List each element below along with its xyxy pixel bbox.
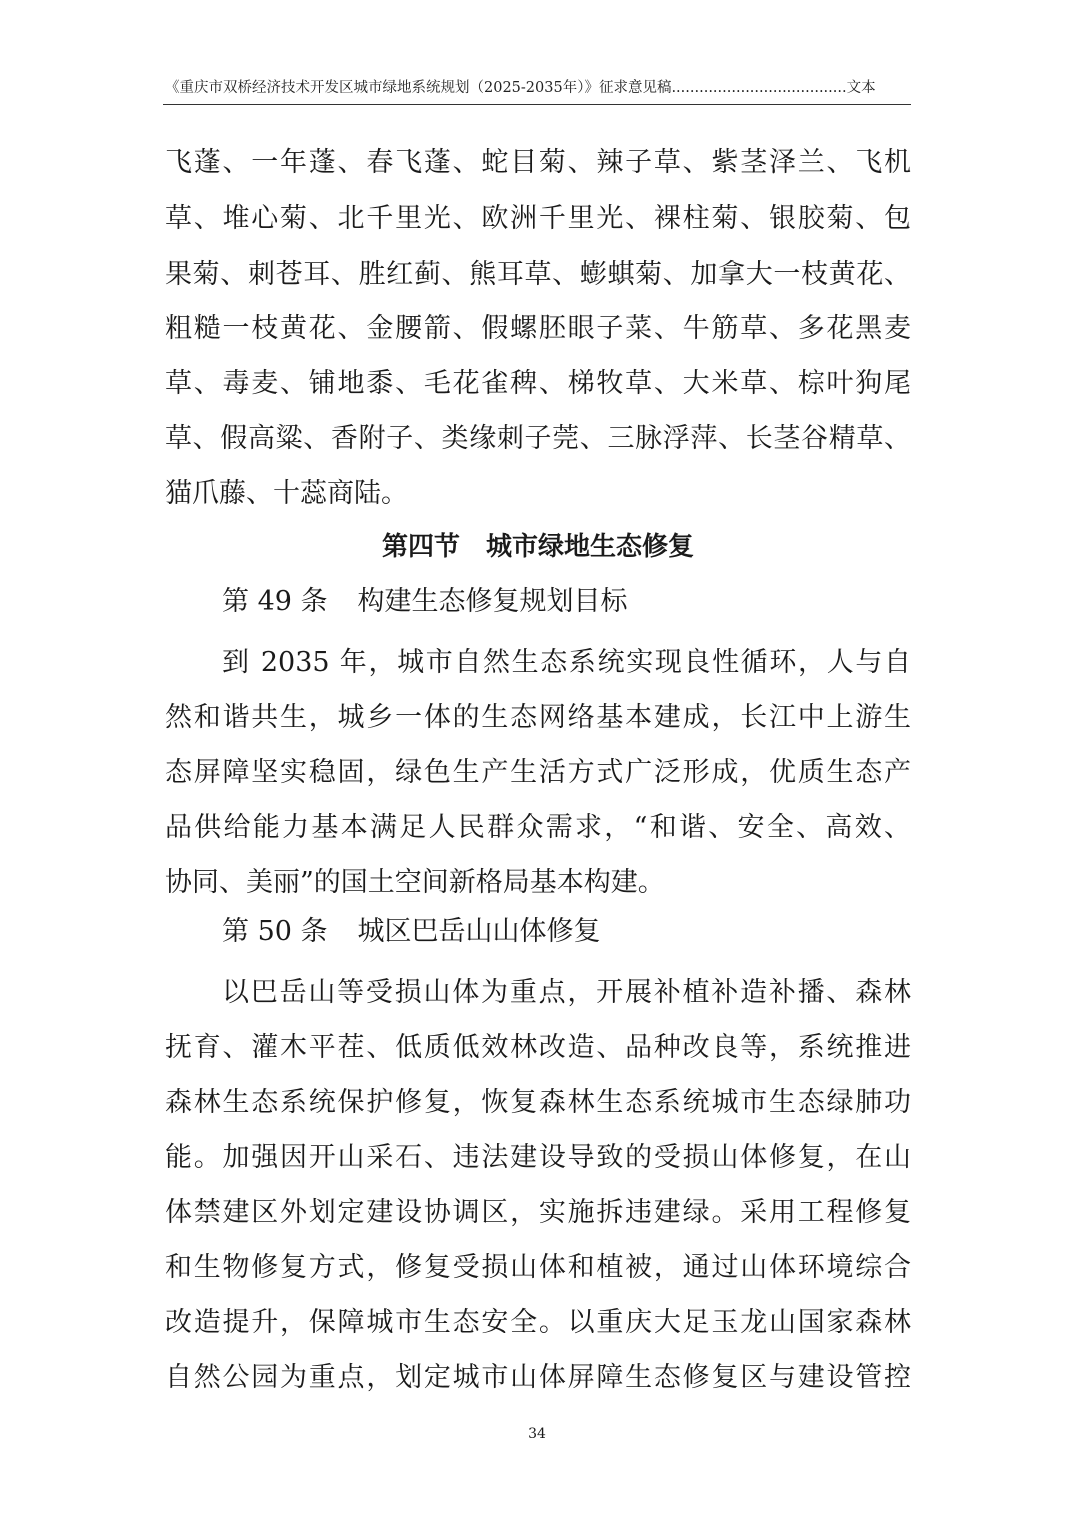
species-list-line: 果菊、刺苍耳、胜红蓟、熊耳草、蟛蜞菊、加拿大一枝黄花、 <box>165 259 911 290</box>
article-50-line: 和生物修复方式，修复受损山体和植被，通过山体环境综合 <box>165 1252 911 1283</box>
species-list-line: 飞蓬、一年蓬、春飞蓬、蛇目菊、辣子草、紫茎泽兰、飞机 <box>165 147 911 178</box>
article-50-line: 抚育、灌木平茬、低质低效林改造、品种改良等，系统推进 <box>165 1032 911 1063</box>
article-49-line: 到 2035 年，城市自然生态系统实现良性循环，人与自 <box>222 647 911 678</box>
article-50-line: 森林生态系统保护修复，恢复森林生态系统城市生态绿肺功 <box>165 1087 911 1118</box>
section-heading: 第四节 城市绿地生态修复 <box>381 532 694 562</box>
article-50-title: 城区巴岳山山体修复 <box>357 916 601 947</box>
article-49-heading <box>222 582 628 622</box>
species-list-line: 粗糙一枝黄花、金腰箭、假螺胚眼子菜、牛筋草、多花黑麦 <box>165 313 911 344</box>
article-50-line: 改造提升，保障城市生态安全。以重庆大足玉龙山国家森林 <box>165 1307 911 1338</box>
species-list-line: 草、堆心菊、北千里光、欧洲千里光、裸柱菊、银胶菊、包 <box>165 203 911 234</box>
article-49-number: 第 49 条 <box>222 586 328 617</box>
article-49-line: 然和谐共生，城乡一体的生态网络基本建成，长江中上游生 <box>165 702 911 733</box>
page-header: 《重庆市双桥经济技术开发区城市绿地系统规划（2025-2035年）》征求意见稿......................................文本 <box>165 80 876 96</box>
article-50-line: 自然公园为重点，划定城市山体屏障生态修复区与建设管控 <box>165 1362 911 1393</box>
species-list-line: 草、假高粱、香附子、类缘刺子莞、三脉浮萍、长茎谷精草、 <box>165 423 911 454</box>
article-49-title: 构建生态修复规划目标 <box>357 586 628 617</box>
article-50-line: 能。加强因开山采石、违法建设导致的受损山体修复，在山 <box>165 1142 911 1173</box>
article-49-line: 品供给能力基本满足人民群众需求，“和谐、安全、高效、 <box>165 812 911 843</box>
article-49-line: 态屏障坚实稳固，绿色生产生活方式广泛形成，优质生态产 <box>165 757 911 788</box>
article-50-number: 第 50 条 <box>222 916 328 947</box>
page-number: 34 <box>528 1426 546 1442</box>
article-49-line: 协同、美丽”的国土空间新格局基本构建。 <box>165 867 665 898</box>
species-list-line: 猫爪藤、十蕊商陆。 <box>165 478 408 509</box>
article-50-heading <box>222 912 601 952</box>
article-50-line: 以巴岳山等受损山体为重点，开展补植补造补播、森林 <box>222 977 911 1008</box>
species-list-line: 草、毒麦、铺地黍、毛花雀稗、梯牧草、大米草、棕叶狗尾 <box>165 368 911 399</box>
article-50-line: 体禁建区外划定建设协调区，实施拆违建绿。采用工程修复 <box>165 1197 911 1228</box>
header-divider <box>163 104 911 105</box>
